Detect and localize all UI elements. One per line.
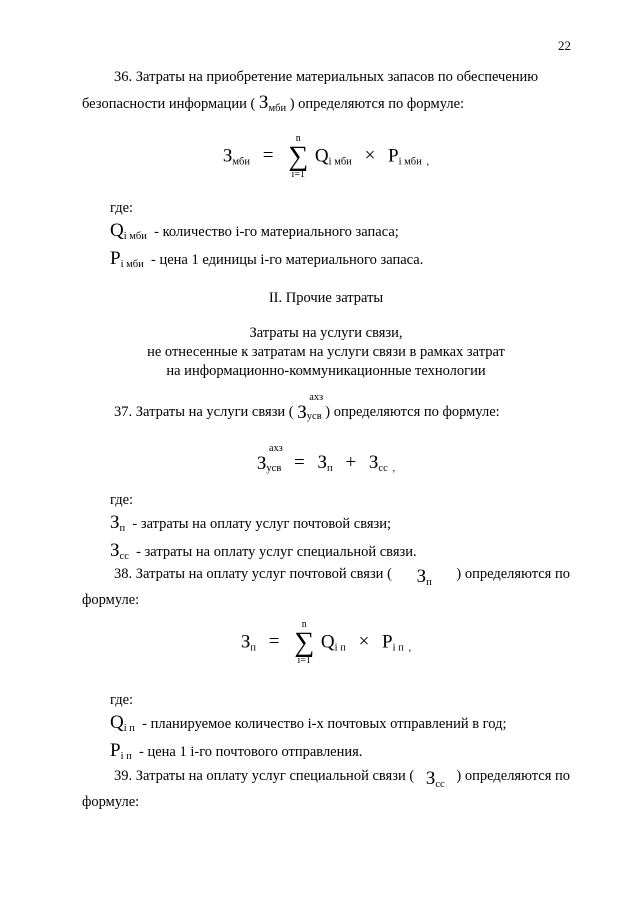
section-title: II. Прочие затраты: [268, 290, 384, 306]
summation-sign: n ∑ i=1: [294, 619, 315, 666]
formula-postal: $З_п$ = n ∑ i=1 $Q_{i п} \times P_{i п}$ $_,$: [240, 619, 412, 666]
paragraph-38-line1: 38. Затраты на оплату услуг почтовой связи ( $З_п$ ) определяются по: [114, 566, 570, 588]
definition-p-mbi: $P_{i мби}$ - цена 1 единицы i-го материального запаса.: [110, 248, 424, 270]
definition-q-mbi: $Q_{i мби}$ - количество i-го материального запаса;: [110, 220, 399, 242]
paragraph-37: 37. Затраты на услуги связи ( ахз $З_{усв}$ ) определяются по формуле:: [114, 392, 500, 423]
section-subtitle: Затраты на услуги связи, не отнесенные к затратам на услуги связи в рамках затрат на информационно-коммуникационные технологии: [147, 325, 505, 379]
formula-material-stocks: $З_{мби}$ = n ∑ i=1 $Q_{i мби} \times P_{i мби}$ $_,$: [222, 133, 430, 180]
symbol-z: З: [258, 92, 269, 113]
where-label-2: где:: [110, 492, 134, 508]
paragraph-36-line2: безопасности информации ( $З_{мби}$ ) определяются по формуле:: [82, 92, 465, 114]
summation-sign: n ∑ i=1: [288, 133, 309, 180]
where-label-1: где:: [110, 200, 134, 216]
definition-p-p: $P_{i п}$ - цена 1 i-го почтового отправления.: [110, 740, 363, 762]
page-number: 22: [558, 38, 571, 53]
paragraph-39-line1: 39. Затраты на оплату услуг специальной связи ( $З_{сс}$ ) определяются по: [114, 768, 570, 790]
paragraph-36-line1: 36. Затраты на приобретение материальных запасов по обеспечению: [114, 69, 539, 85]
where-label-3: где:: [110, 692, 134, 708]
paragraph-39-line2: формуле:: [82, 794, 140, 810]
paragraph-38-line2: формуле:: [82, 592, 140, 608]
definition-q-p: $Q_{i п}$ - планируемое количество i-х почтовых отправлений в год;: [110, 712, 507, 734]
formula-communication: ахз $З_{усв} = З_п + З_{сс}$ $_,$: [256, 443, 396, 475]
paragraph-36: [82, 66, 570, 88]
definition-z-p: $З_п$ - затраты на оплату услуг почтовой связи;: [110, 512, 392, 534]
definition-z-ss: $З_{сс}$ - затраты на оплату услуг специальной связи.: [110, 540, 417, 562]
